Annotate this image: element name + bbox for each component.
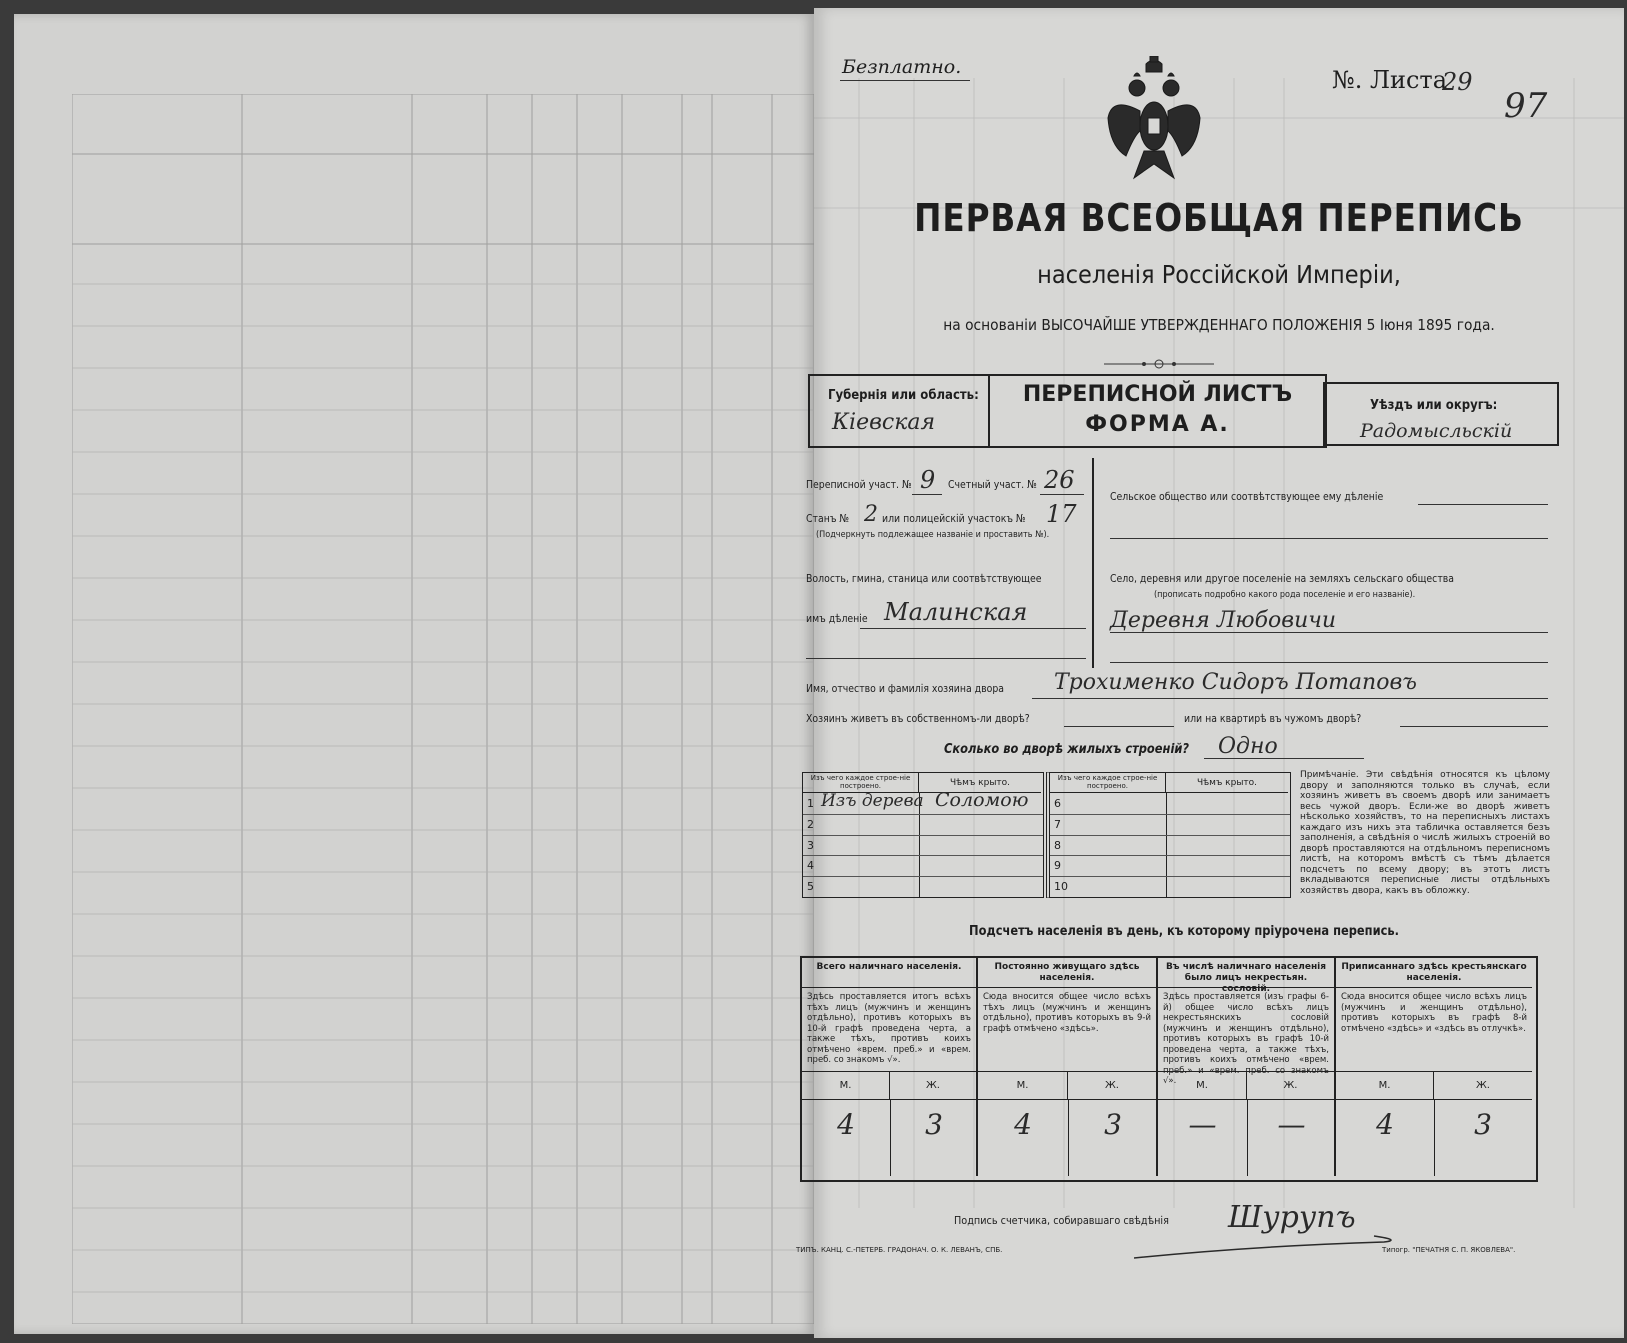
population-col-title: Приписаннаго здѣсь крестьянскаго населенія. bbox=[1336, 958, 1532, 988]
buildings-count-value: Одно bbox=[1218, 734, 1278, 759]
uezd-value: Радомысльскій bbox=[1360, 420, 1513, 442]
population-m-value: 4 bbox=[837, 1108, 855, 1141]
volost-line bbox=[860, 628, 1086, 629]
buildings-row-line bbox=[803, 835, 1043, 836]
stan-label: Станъ № bbox=[806, 512, 850, 525]
population-f-header: Ж. bbox=[1068, 1072, 1158, 1100]
double-headed-eagle-icon bbox=[1104, 56, 1204, 188]
society-line bbox=[1418, 504, 1548, 505]
right-page bbox=[796, 8, 1624, 1338]
society-line-2 bbox=[1110, 538, 1548, 539]
population-m-value: — bbox=[1188, 1108, 1217, 1141]
buildings-row-number: 3 bbox=[807, 838, 814, 852]
police-label: или полицейскій участокъ № bbox=[882, 512, 1026, 525]
form-divider bbox=[1092, 458, 1094, 668]
buildings-col-material-header: Изъ чего каждое строе-ніе построено. bbox=[803, 773, 919, 793]
village-value: Деревня Любовичи bbox=[1110, 608, 1337, 633]
buildings-row-number: 8 bbox=[1054, 838, 1061, 852]
buildings-note: Примѣчаніе. Эти свѣдѣнія относятся къ цѣлому двору и заполняются только въ случаѣ, если хозяинъ живетъ въ своемъ дворѣ или занимаетъ весь чужой дворъ. Если-же во дворѣ живетъ нѣсколько хозяйствъ, то на переписныхъ листахъ каждаго изъ нихъ эта табличка оставляется безъ заполненія, а свѣдѣнія о числѣ жилыхъ строеній во дворѣ проставляются на отдѣльномъ переписномъ листѣ, на которомъ вмѣстѣ съ тѣмъ дѣлается подсчетъ по всему двору; въ этотъ листъ вкладываются переписные листы отдѣльныхъ хозяйствъ двора, какъ въ обложку. bbox=[1300, 770, 1550, 896]
population-col-desc: Здѣсь проставляется итогъ всѣхъ тѣхъ лицъ (мужчинъ и женщинъ отдѣльно), противъ которыхъ въ 10-й графѣ проведена черта, а также тѣхъ, противъ коихъ отмѣчено «врем. преб.» и «врем. преб. со знакомъ √». bbox=[802, 988, 978, 1072]
printer-right: Типогр. "ПЕЧАТНЯ С. П. ЯКОВЛЕВА". bbox=[1382, 1246, 1516, 1254]
gubernia-value: Кіевская bbox=[832, 410, 936, 435]
buildings-row-number: 1 bbox=[807, 797, 814, 810]
population-m-header: М. bbox=[978, 1072, 1068, 1100]
population-m-header: М. bbox=[1158, 1072, 1247, 1100]
buildings-col-roof-header: Чѣмъ крыто. bbox=[1166, 773, 1288, 793]
buildings-row-line bbox=[1050, 855, 1290, 856]
census-title: ПЕРВАЯ ВСЕОБЩАЯ ПЕРЕПИСЬ bbox=[914, 196, 1524, 240]
buildings-row-line bbox=[1050, 835, 1290, 836]
population-f-header: Ж. bbox=[1434, 1072, 1532, 1100]
buildings-row-material: Изъ дерева bbox=[821, 791, 924, 811]
population-col-title: Въ числѣ наличнаго населенія было лицъ некрестьян. сословій. bbox=[1158, 958, 1336, 988]
census-area-value: 9 bbox=[920, 466, 936, 494]
society-label: Сельское общество или соотвѣтствующее ему дѣленіе bbox=[1110, 490, 1384, 503]
signature-label: Подпись счетчика, собиравшаго свѣдѣнія bbox=[954, 1214, 1169, 1227]
population-f-value: 3 bbox=[1104, 1108, 1122, 1141]
buildings-row-line bbox=[1050, 814, 1290, 815]
population-col-title: Постоянно живущаго здѣсь населенія. bbox=[978, 958, 1158, 988]
owner-value: Трохименко Сидоръ Потаповъ bbox=[1054, 670, 1417, 695]
owner-label: Имя, отчество и фамилія хозяина двора bbox=[806, 682, 1005, 695]
form-title-1: ПЕРЕПИСНОЙ ЛИСТЪ bbox=[1022, 382, 1293, 407]
signature-value: Шурупъ bbox=[1228, 1200, 1356, 1235]
free-label: Безплатно. bbox=[842, 56, 962, 78]
buildings-row-number: 6 bbox=[1054, 797, 1061, 810]
buildings-count-label: Сколько во дворѣ жилыхъ строеній? bbox=[944, 742, 1190, 757]
population-m-header: М. bbox=[802, 1072, 890, 1100]
buildings-row-number: 2 bbox=[807, 817, 814, 831]
village-line-2 bbox=[1110, 662, 1548, 663]
volost-line-2 bbox=[806, 658, 1086, 659]
population-col-desc: Сюда вносится общее число всѣхъ лицъ (мужчинъ и женщинъ отдѣльно), противъ которыхъ въ графѣ 8-й отмѣчено «здѣсь» и «здѣсь въ отлучкѣ». bbox=[1336, 988, 1532, 1072]
owner-lives-label: Хозяинъ живетъ въ собственномъ-ли дворѣ? bbox=[806, 712, 1030, 725]
buildings-row-number: 7 bbox=[1054, 817, 1061, 831]
buildings-table-right bbox=[1046, 772, 1291, 898]
free-underline bbox=[840, 80, 970, 81]
population-f-value: — bbox=[1277, 1108, 1306, 1141]
underline-note: (Подчеркнуть подлежащее названіе и проставить №). bbox=[816, 530, 1050, 540]
or-apartment-line bbox=[1400, 726, 1548, 727]
population-f-header: Ж. bbox=[1247, 1072, 1336, 1100]
uezd-label: Уѣздъ или округъ: bbox=[1370, 398, 1498, 413]
buildings-row-line bbox=[1050, 876, 1290, 877]
buildings-col-divider bbox=[1166, 793, 1167, 897]
census-area-label: Переписной участ. № bbox=[806, 478, 912, 491]
population-m-value: 4 bbox=[1014, 1108, 1032, 1141]
sheet-number-hand-2: 97 bbox=[1504, 86, 1548, 126]
population-col-title: Всего наличнаго населенія. bbox=[802, 958, 978, 988]
volost-value: Малинская bbox=[884, 598, 1028, 626]
signature-flourish bbox=[1134, 1224, 1404, 1264]
form-title-2: ФОРМА А. bbox=[1085, 412, 1230, 437]
buildings-row-roof: Соломою bbox=[935, 789, 1029, 811]
counting-area-line bbox=[1040, 494, 1084, 495]
buildings-row-number: 9 bbox=[1054, 859, 1061, 873]
ornament-divider-icon bbox=[1104, 358, 1214, 370]
buildings-row-line bbox=[803, 876, 1043, 877]
census-subtitle: населенія Россійской Имперіи, bbox=[1037, 260, 1401, 289]
village-line bbox=[1110, 632, 1548, 633]
printer-left: ТИПЪ. КАНЦ. С.-ПЕТЕРБ. ГРАДОНАЧ. О. К. ЛЕВАНЪ, СПБ. bbox=[796, 1246, 1003, 1254]
volost-label: Волость, гмина, станица или соотвѣтствующее bbox=[806, 572, 1042, 585]
census-basis: на основаніи ВЫСОЧАЙШЕ УТВЕРЖДЕННАГО ПОЛОЖЕНІЯ 5 Іюня 1895 года. bbox=[943, 316, 1495, 334]
buildings-row-number: 4 bbox=[807, 859, 814, 873]
sheet-number-hand: 29 bbox=[1442, 68, 1473, 96]
left-page-ghost-grid bbox=[72, 94, 814, 1324]
owner-line bbox=[1032, 698, 1548, 699]
population-heading: Подсчетъ населенія въ день, къ которому пріурочена перепись. bbox=[969, 924, 1399, 939]
or-apartment-label: или на квартирѣ въ чужомъ дворѣ? bbox=[1184, 712, 1362, 725]
counting-area-value: 26 bbox=[1044, 466, 1075, 494]
buildings-col-material-header: Изъ чего каждое строе-ніе построено. bbox=[1050, 773, 1166, 793]
population-m-header: М. bbox=[1336, 1072, 1434, 1100]
buildings-col-roof-header: Чѣмъ крыто. bbox=[919, 773, 1041, 793]
village-label: Село, деревня или другое поселеніе на земляхъ сельскаго общества bbox=[1110, 572, 1455, 585]
counting-area-label: Счетный участ. № bbox=[948, 478, 1037, 491]
buildings-row-line bbox=[803, 855, 1043, 856]
buildings-table-left bbox=[802, 772, 1044, 898]
owner-lives-line bbox=[1064, 726, 1174, 727]
village-note: (прописать подробно какого рода поселеніе и его названіе). bbox=[1154, 590, 1416, 600]
buildings-row-number: 5 bbox=[807, 880, 814, 894]
census-area-line bbox=[912, 494, 942, 495]
stan-value: 2 bbox=[864, 502, 878, 527]
left-page bbox=[14, 14, 814, 1334]
buildings-count-line bbox=[1204, 758, 1364, 759]
population-m-value: 4 bbox=[1376, 1108, 1394, 1141]
population-f-header: Ж. bbox=[890, 1072, 978, 1100]
sheet-number-label: №. Листа bbox=[1332, 66, 1448, 94]
population-f-value: 3 bbox=[925, 1108, 943, 1141]
population-col-desc: Здѣсь проставляется (изъ графы 6-й) общее число всѣхъ лицъ некрестьянскихъ сословій (мужчинъ и женщинъ отдѣльно), противъ которыхъ въ графѣ 10-й проведена черта, а также тѣхъ, противъ коихъ отмѣчено «врем. преб.» и «врем. преб. со знакомъ √». bbox=[1158, 988, 1336, 1072]
volost-label-2: имъ дѣленіе bbox=[806, 612, 868, 625]
population-f-value: 3 bbox=[1474, 1108, 1492, 1141]
buildings-row-number: 10 bbox=[1054, 880, 1068, 894]
population-col-desc: Сюда вносится общее число всѣхъ тѣхъ лицъ (мужчинъ и женщинъ отдѣльно), противъ которыхъ въ 9-й графѣ отмѣчено «здѣсь». bbox=[978, 988, 1158, 1072]
police-value: 17 bbox=[1046, 500, 1077, 528]
buildings-row-line bbox=[803, 814, 1043, 815]
population-table bbox=[800, 956, 1538, 1182]
gubernia-label: Губернія или область: bbox=[828, 388, 979, 403]
